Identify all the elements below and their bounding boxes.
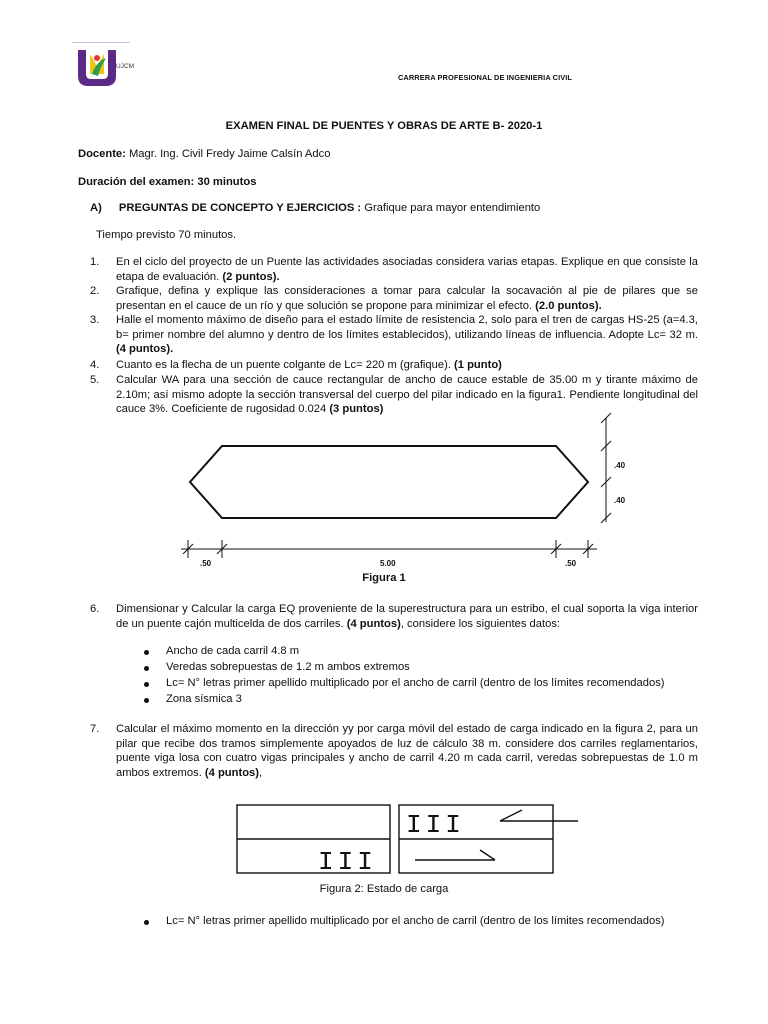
question-number: 5. [90,374,100,386]
question-text: Halle el momento máximo de diseño para el estado límite de resistencia 2, solo para el tren de cargas HS-25 (a=4.3, b= primer nombre del alumno y dentro de los límites establecidos), utilizando líneas de influencia. Adopte Lc= 32 m. [116,314,698,341]
dim-bottom-left: .50 [200,559,212,568]
dim-bottom-mid: 5.00 [380,559,396,568]
question-points: (3 puntos) [329,403,384,415]
question-number: 1. [90,256,100,268]
dim-top-right: .40 [614,461,626,470]
question-points: (4 puntos) [346,617,401,630]
question-tail: , considere los siguientes datos: [400,617,561,630]
question-text: Calcular el máximo momento en la dirección yy por carga móvil del estado de carga indicado en la figura 2, para un pilar que recibe dos tramos simplemente apoyados de luz de cálculo 38 m. considere dos carriles reglamentarios, puente viga losa con cuatro vigas principales y ancho de carril 4.20 m cada carril, veredas sobrepuestas de 1.0 m ambos extremos. [116,723,698,779]
bullet-item: Veredas sobrepuestas de 1.2 m ambos extremos [144,661,410,673]
question-item [90,602,698,631]
time-expected: Tiempo previsto 70 minutos. [96,229,237,241]
bullet-item: Zona sísmica 3 [144,693,242,705]
section-a-heading [90,202,540,214]
question-item [90,313,698,357]
question-points: (1 punto) [454,359,502,371]
question-points: (2 puntos). [222,270,280,283]
question-number: 6. [90,603,100,615]
question-text: En el ciclo del proyecto de un Puente las actividades asociadas considera varias etapas. Explique en que consiste la etapa de evaluación. [116,256,698,283]
question-tail: , [259,766,263,779]
right-wheel-symbol: III [406,810,465,840]
question-item [90,255,698,284]
question-item [90,358,698,373]
figure-2-load-state [0,798,768,878]
question-text: Grafique, defina y explique las consideraciones a tomar para calcular la socavación al pie de pilares que se presentan en el cauce de un río y que solución se propone para minimizar el efecto. [116,285,698,312]
logo-rule [72,42,130,43]
pier-outline [190,446,588,518]
question-item [90,284,698,313]
question-item [90,722,698,780]
career-heading: CARRERA PROFESIONAL DE INGENIERIA CIVIL [398,73,573,82]
teacher-line [78,148,330,160]
question-points: (2.0 puntos). [535,299,602,312]
section-a-title: PREGUNTAS DE CONCEPTO Y EJERCICIOS : [118,202,362,214]
figure-2-caption: Figura 2: Estado de carga [319,883,449,895]
dim-bottom-end: .50 [565,559,577,568]
question-number: 3. [90,314,100,326]
logo-text: UJCM [116,63,135,70]
figure-1-pier-section [0,410,768,585]
question-number: 2. [90,285,100,297]
duration-line: Duración del examen: 30 minutos [78,176,257,188]
exam-title: EXAMEN FINAL DE PUENTES Y OBRAS DE ARTE B- 2020-1 [225,120,543,132]
bullet-item: Ancho de cada carril 4.8 m [144,645,299,657]
dim-bottom-right: .40 [614,496,626,505]
bullet-item: Lc= N° letras primer apellido multiplicado por el ancho de carril (dentro de los límites recomendados) [144,677,665,689]
question-points: (4 puntos) [204,766,259,779]
bullet-item: Lc= N° letras primer apellido multiplicado por el ancho de carril (dentro de los límites recomendados) [144,915,665,927]
question-text: Cuanto es la flecha de un puente colgante de Lc= 220 m (grafique). [116,359,455,371]
question-number: 4. [90,359,100,371]
question-number: 7. [90,723,100,735]
question-points: (4 puntos). [116,343,174,355]
left-wheel-symbol: III [318,847,377,877]
teacher-label: Docente: [78,148,126,160]
question-text: Dimensionar y Calcular la carga EQ proveniente de la superestructura para un estribo, el cual soporta la viga interior de un puente cajón multicelda de dos carriles. [116,603,698,630]
question-text: Calcular WA para una sección de cauce rectangular de ancho de cauce estable de 35.00 m y tirante máximo de 2.10m; así mismo adopte la sección transversal del cuerpo del pilar indicado en la figura1. Pendiente longitudinal del cauce 3%. Coeficiente de rugosidad 0.024 [116,374,698,415]
section-a-marker: A) [90,202,102,214]
section-a-note: Grafique para mayor entendimiento [361,202,541,214]
teacher-name: Magr. Ing. Civil Fredy Jaime Calsín Adco [125,148,331,160]
figure-1-caption: Figura 1 [362,572,406,584]
